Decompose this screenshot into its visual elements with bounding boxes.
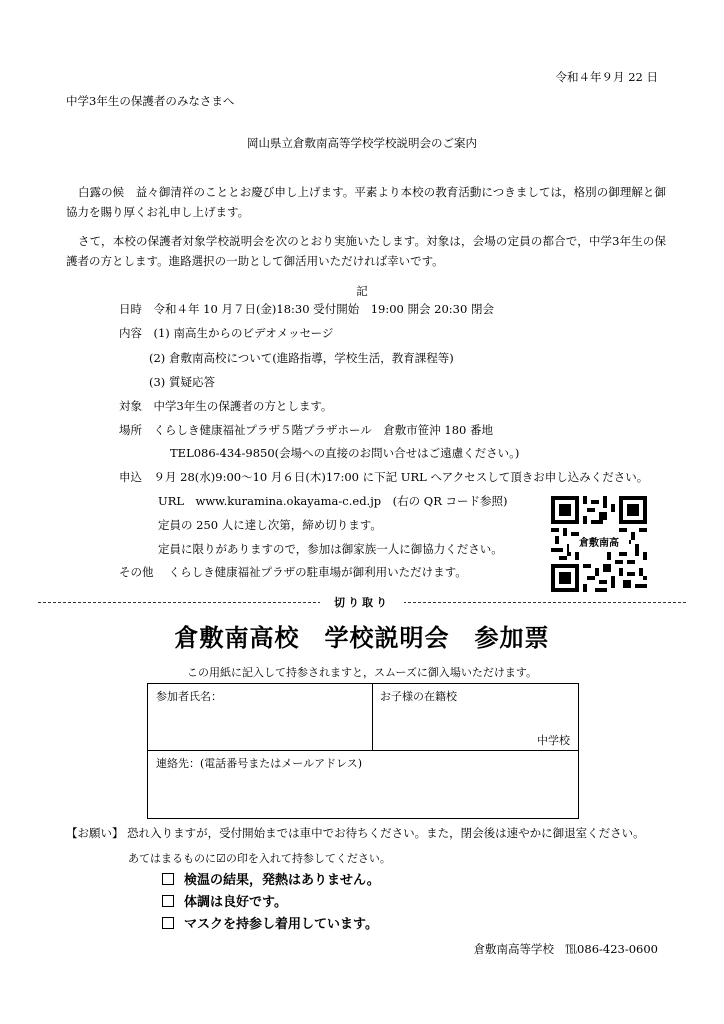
paragraph-opening: 白露の候 益々御清祥のこととお慶び申し上げます。平素より本校の教育活動につきましては，格別の御理解と御協力を賜り厚くお礼申し上げます。 <box>66 185 666 219</box>
checklist <box>162 870 380 936</box>
check-item-mask[interactable] <box>162 914 380 936</box>
school-suffix: 中学校 <box>537 734 570 747</box>
qr-code[interactable] <box>551 496 647 592</box>
detail-content-1: 内容 (1) 南高生からのビデオメッセージ <box>119 326 334 340</box>
qr-label: 倉敷南高 <box>569 536 629 552</box>
check-item-label: 体調は良好です。 <box>184 895 287 910</box>
detail-place: 場所 くらしき健康福祉プラザ５階プラザホール 倉敷市笹沖 180 番地 <box>119 423 494 437</box>
detail-apply: 申込 ９月 28(水)9:00～10 月６日(木)17:00 に下記 URL へアクセスして頂きお申し込みください。 <box>119 470 649 484</box>
form-divider-horizontal <box>148 750 578 751</box>
check-item-label: 検温の結果，発熱はありません。 <box>184 873 380 888</box>
check-instruction: あてはまるものに☑の印を入れて持参してください。 <box>128 852 391 865</box>
detail-content-2: (2) 倉敷南高校について(進路指導，学校生活，教育課程等) <box>149 351 454 365</box>
request-note: 【お願い】 恐れ入りますが，受付開始までは車中でお待ちください。また，閉会後は速やかに御退室ください。 <box>66 826 645 840</box>
document-date: 令和４年９月 22 日 <box>555 70 658 84</box>
ki-heading: 記 <box>356 284 368 298</box>
detail-url: URL www.kuramina.okayama-c.ed.jp (右の QR コード参照) <box>158 494 508 508</box>
document-title: 岡山県立倉敷南高等学校学校説明会のご案内 <box>247 136 477 150</box>
form-note: この用紙に記入して持参されますと，スムーズに御入場いただけます。 <box>186 666 538 679</box>
check-item-temperature[interactable] <box>162 870 380 892</box>
detail-limit: 定員に限りがありますので，参加は御家族一人に御協力ください。 <box>158 542 503 556</box>
registration-form <box>147 683 579 819</box>
detail-datetime: 日時 令和４年 10 月７日(金)18:30 受付開始 19:00 開会 20:30 閉会 <box>119 302 494 316</box>
check-item-label: マスクを持参し着用しています。 <box>184 917 378 932</box>
checkbox-icon[interactable] <box>162 895 174 907</box>
check-item-health[interactable] <box>162 892 380 914</box>
footer-school-contact: 倉敷南高等学校 ℡086-423-0600 <box>473 942 658 956</box>
contact-field[interactable]: 連絡先：(電話番号またはメールアドレス) <box>156 757 363 770</box>
form-divider-vertical <box>372 684 373 750</box>
participant-name-field[interactable]: 参加者氏名： <box>156 690 222 703</box>
child-school-field[interactable]: お子様の在籍校 <box>380 690 457 703</box>
detail-capacity: 定員の 250 人に達し次第，締め切ります。 <box>158 518 382 532</box>
form-title: 倉敷南高校 学校説明会 参加票 <box>174 624 550 652</box>
checkbox-icon[interactable] <box>162 873 174 885</box>
cut-label-text: 切り取り <box>320 596 404 609</box>
cut-label <box>0 594 724 610</box>
detail-content-3: (3) 質疑応答 <box>149 375 215 389</box>
greeting: 中学3年生の保護者のみなさまへ <box>66 94 235 108</box>
detail-tel: TEL086-434-9850(会場への直接のお問い合せはご遠慮ください。) <box>170 446 520 460</box>
paragraph-notice: さて，本校の保護者対象学校説明会を次のとおり実施いたします。対象は，会場の定員の都合で，中学3年生の保護者の方とします。進路選択の一助として御活用いただければ幸いです。 <box>66 234 666 268</box>
checkbox-icon[interactable] <box>162 917 174 929</box>
detail-target: 対象 中学3年生の保護者の方とします。 <box>119 399 333 413</box>
detail-other: その他 くらしき健康福祉プラザの駐車場が御利用いただけます。 <box>119 565 467 579</box>
